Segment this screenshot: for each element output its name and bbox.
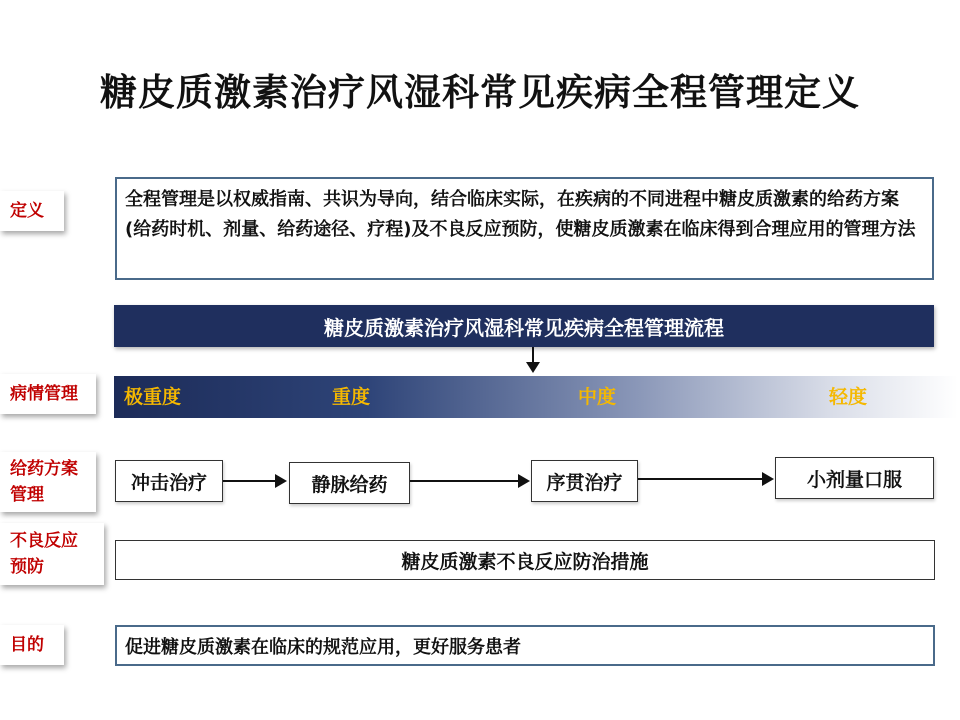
label-definition bbox=[0, 191, 64, 231]
label-condition-management-text: 病情管理 bbox=[10, 384, 78, 404]
label-dosing-line1: 给药方案 bbox=[10, 459, 78, 479]
severity-level-critical: 极重度 bbox=[124, 386, 182, 408]
step-sequential-therapy: 序贯治疗 bbox=[531, 460, 638, 502]
label-adverse-line2: 预防 bbox=[10, 557, 44, 577]
step-pulse-therapy: 冲击治疗 bbox=[115, 460, 223, 502]
label-adverse-prevention bbox=[0, 523, 104, 585]
arrow-2 bbox=[410, 480, 528, 482]
label-dosing-management bbox=[0, 452, 96, 512]
label-goal bbox=[0, 625, 64, 665]
step-low-dose-oral: 小剂量口服 bbox=[775, 457, 934, 499]
flow-title-banner: 糖皮质激素治疗风湿科常见疾病全程管理流程 bbox=[114, 305, 934, 347]
goal-box: 促进糖皮质激素在临床的规范应用，更好服务患者 bbox=[115, 625, 935, 666]
label-goal-text: 目的 bbox=[10, 635, 44, 655]
label-condition-management bbox=[0, 374, 96, 414]
page-title: 糖皮质激素治疗风湿科常见疾病全程管理定义 bbox=[100, 71, 860, 114]
label-dosing-line2: 管理 bbox=[10, 485, 44, 505]
severity-gradient-bar bbox=[114, 376, 958, 418]
step-iv-dosing: 静脉给药 bbox=[289, 462, 410, 504]
severity-level-severe: 重度 bbox=[332, 386, 371, 408]
down-arrow bbox=[532, 347, 534, 365]
arrow-3 bbox=[638, 478, 772, 480]
severity-level-mild: 轻度 bbox=[829, 386, 868, 408]
label-adverse-line1: 不良反应 bbox=[10, 531, 78, 551]
definition-box: 全程管理是以权威指南、共识为导向，结合临床实际，在疾病的不同进程中糖皮质激素的给药方案(给药时机、剂量、给药途径、疗程)及不良反应预防，使糖皮质激素在临床得到合理应用的管理方法 bbox=[115, 177, 934, 280]
severity-level-moderate: 中度 bbox=[578, 386, 617, 408]
adverse-prevention-box: 糖皮质激素不良反应防治措施 bbox=[115, 540, 935, 580]
label-definition-text: 定义 bbox=[10, 201, 44, 221]
arrow-1 bbox=[223, 480, 285, 482]
